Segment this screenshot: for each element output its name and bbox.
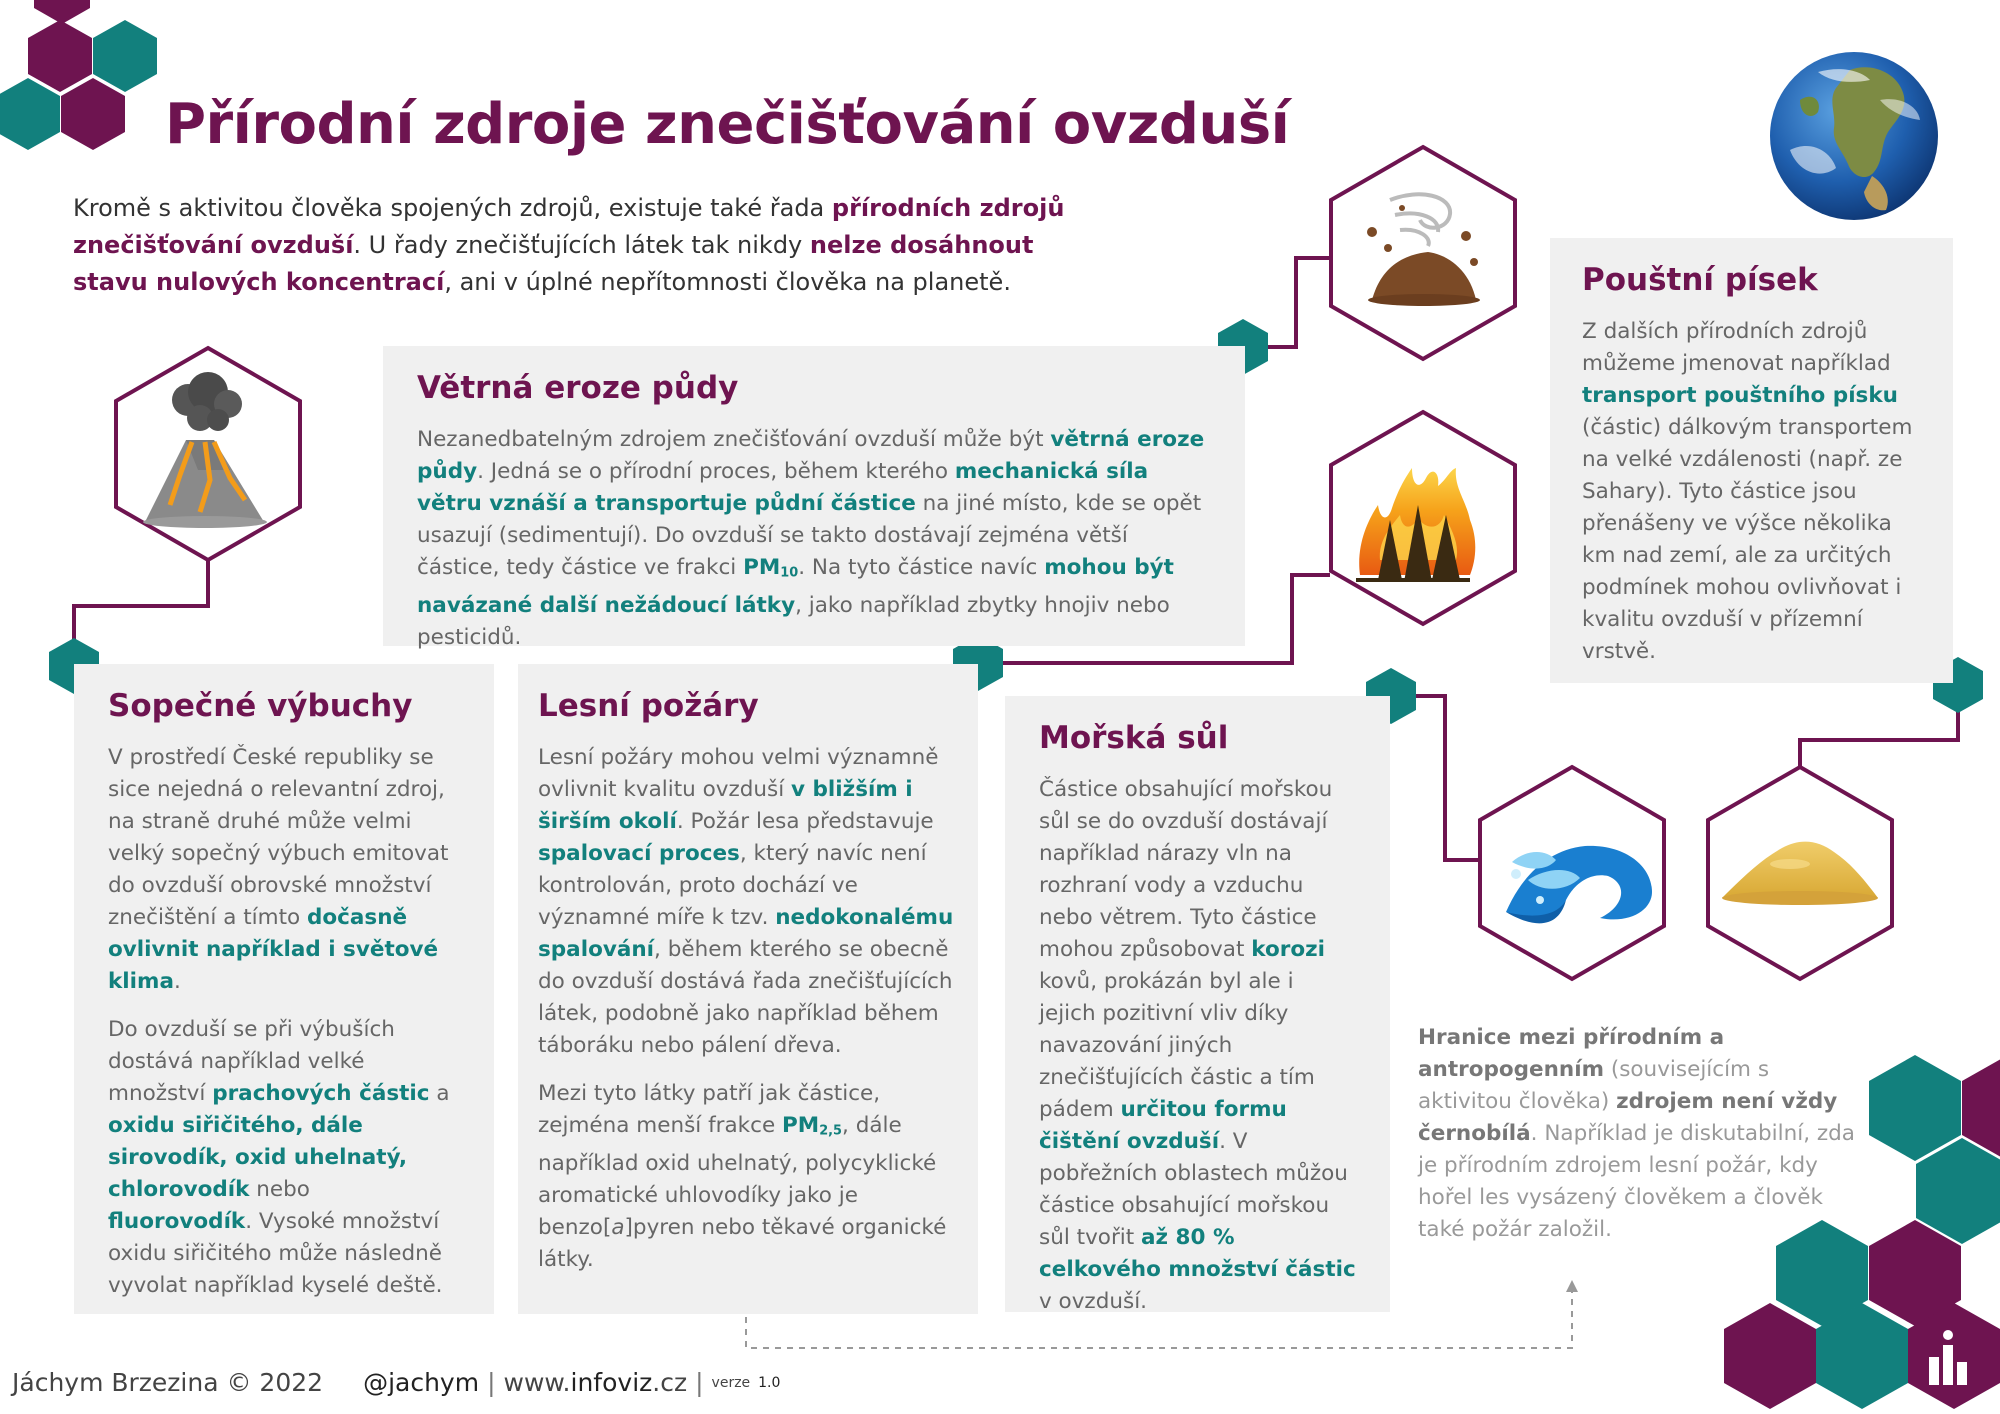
- intro-text-1: Kromě s aktivitou člověka spojených zdrojů, existuje také řada: [73, 194, 832, 222]
- erosion-heading: Větrná eroze půdy: [417, 370, 739, 406]
- website-link[interactable]: [504, 1368, 688, 1397]
- salt-text-2: kovů, prokázán byl ale i jejich pozitivní vliv díky navazování jiných znečišťujících částic a tím pádem: [1039, 969, 1315, 1122]
- page-title: Přírodní zdroje znečišťování ovzduší: [165, 92, 1290, 157]
- footer-author: Jáchym Brzezina © 2022: [12, 1368, 324, 1397]
- desert-text: [1582, 316, 1921, 668]
- erosion-highlight-1: větrná eroze půdy: [417, 427, 1205, 484]
- volcano-p2-highlight-2: oxidu siřičitého, dále sirovodík, oxid uhelnatý, chlorovodík: [108, 1113, 408, 1202]
- salt-heading: Mořská sůl: [1039, 720, 1229, 756]
- fire-pm25: [782, 1113, 842, 1138]
- footer: [12, 1368, 780, 1397]
- desert-text-2: (částic) dálkovým transportem na velké vzdálenosti (např. ze Sahary). Tyto částice jsou přenášeny ve výšce několika km nad zemí, ale za určitých podmínek mohou ovlivňovat i kvalitu ovzduší v přízemní vrstvě.: [1582, 415, 1913, 664]
- note-highlight-1: Hranice mezi přírodním a antropogenním: [1418, 1025, 1725, 1082]
- note-text-1: (souvisejícím s aktivitou člověka): [1418, 1057, 1770, 1114]
- intro-paragraph: [73, 190, 1113, 301]
- volcano-p2-text-2: a: [429, 1081, 450, 1106]
- fire-p2-text-2: , dále například oxid uhelnatý, polycyklické aromatické uhlovodíky jako je benzo[: [538, 1113, 937, 1240]
- salt-text-4: v ovzduší.: [1039, 1289, 1148, 1314]
- note-text-2: . Například je diskutabilní, zda je přírodním zdrojem lesní požár, kdy hořel les vysázený člověkem a člověk také požár založil.: [1418, 1121, 1855, 1242]
- fire-p1-text-3: , který navíc není kontrolován, proto dochází ve významné míře k tzv.: [538, 841, 927, 930]
- website-prefix: www.: [503, 1368, 571, 1397]
- fire-heading: Lesní požáry: [538, 688, 759, 724]
- intro-text-3: , ani v úplné nepřítomnosti člověka na planetě.: [444, 268, 1011, 296]
- erosion-text: [417, 424, 1211, 654]
- fire-p2-text-1: Mezi tyto látky patří jak částice, zejména menší frakce: [538, 1081, 881, 1138]
- desert-text-1: Z dalších přírodních zdrojů můžeme jmenovat například: [1582, 319, 1891, 376]
- salt-text-3: . V pobřežních oblastech můžou částice obsahující mořskou sůl tvořit: [1039, 1129, 1348, 1250]
- fire-pm-sub: 2,5: [819, 1123, 843, 1139]
- salt-card: [1005, 696, 1390, 1312]
- erosion-text-3: na jiné místo, kde se opět usazují (sedimentují). Do ovzduší se takto dostávají zejména větší částice, tedy částice ve frakci: [417, 491, 1202, 580]
- fire-p2-text-3: ]pyren nebo těkavé organické látky.: [538, 1214, 947, 1272]
- earth-globe-icon: [1770, 52, 1938, 220]
- volcano-p1-text-2: .: [173, 969, 181, 994]
- erosion-text-5: , jako například zbytky hnojiv nebo pesticidů.: [417, 592, 1170, 650]
- fire-p2-italic: a: [611, 1214, 625, 1240]
- erosion-card: [383, 346, 1245, 650]
- fire-card: [518, 664, 978, 1314]
- fire-p1-text-4: , během kterého se obecně do ovzduší dostává řada znečišťujících látek, podobně jako například během táboráku nebo pálení dřeva.: [538, 937, 953, 1058]
- footer-separator-2: |: [695, 1368, 704, 1397]
- volcano-p1-text-1: V prostředí České republiky se sice nejedná o relevantní zdroj, na straně druhé může velmi velký sopečný výbuch emitovat do ovzduší obrovské množství znečištění a tímto: [108, 745, 449, 930]
- arrow-head-icon: [1566, 1280, 1578, 1292]
- desert-card: [1550, 238, 1953, 683]
- salt-highlight-1: korozi: [1251, 937, 1325, 962]
- volcano-card: [74, 664, 494, 1314]
- fire-p1-highlight-1: v bližším i širším okolí: [538, 777, 913, 834]
- volcano-p1-highlight: dočasně ovlivnit například i světové klima: [108, 905, 439, 994]
- twitter-handle-link[interactable]: @jachym: [363, 1368, 480, 1397]
- salt-highlight-2: určitou formu čištění ovzduší: [1039, 1097, 1287, 1154]
- fire-pm-label: PM: [782, 1113, 820, 1138]
- salt-highlight-3: až 80 % celkového množství částic: [1039, 1225, 1356, 1282]
- fire-p1-highlight-2: spalovací proces: [538, 841, 740, 866]
- intro-highlight-2: nelze dosáhnout stavu nulových koncentrací: [73, 231, 1034, 296]
- honeycomb-top-left: [0, 0, 157, 150]
- volcano-p2-text-1: Do ovzduší se při výbuších dostává například velké množství: [108, 1017, 395, 1106]
- fire-p1-text-1: Lesní požáry mohou velmi významně ovlivnit kvalitu ovzduší: [538, 745, 939, 802]
- fire-text-2: [538, 1078, 958, 1276]
- volcano-p2-highlight-1: prachových částic: [212, 1081, 430, 1106]
- erosion-pm10: [743, 555, 798, 580]
- fire-text-1: [538, 742, 958, 1062]
- website-suffix: .cz: [652, 1368, 688, 1397]
- version-label: verze: [711, 1374, 751, 1391]
- boundary-note: [1418, 1022, 1858, 1246]
- erosion-pm-label: PM: [743, 555, 781, 580]
- volcano-p2-highlight-3: fluorovodík: [108, 1209, 246, 1234]
- intro-highlight-1: přírodních zdrojů znečišťování ovzduší: [73, 194, 1065, 259]
- erosion-text-2: . Jedná se o přírodní proces, během kterého: [477, 459, 955, 484]
- erosion-text-4: . Na tyto částice navíc: [798, 555, 1045, 580]
- erosion-highlight-2: mechanická síla větru vznáší a transportuje půdní částice: [417, 459, 1149, 516]
- website-name: infoviz: [570, 1368, 653, 1397]
- volcano-p2-text-3: nebo: [249, 1177, 310, 1202]
- volcano-heading: Sopečné výbuchy: [108, 688, 413, 724]
- erosion-highlight-3: mohou být navázané další nežádoucí látky: [417, 555, 1174, 618]
- intro-text-2: . U řady znečišťujících látek tak nikdy: [353, 231, 810, 259]
- fire-p1-text-2: . Požár lesa představuje: [676, 809, 934, 834]
- note-highlight-2: zdrojem není vždy černobílá: [1418, 1089, 1838, 1146]
- fire-p1-highlight-3: nedokonalému spalování: [538, 905, 954, 962]
- version-number: 1.0: [758, 1374, 781, 1391]
- desert-highlight-1: transport pouštního písku: [1582, 383, 1898, 408]
- footer-separator: |: [487, 1368, 496, 1397]
- salt-text: [1039, 774, 1356, 1318]
- erosion-text-1: Nezanedbatelným zdrojem znečišťování ovzduší může být: [417, 427, 1051, 452]
- erosion-pm-sub: 10: [780, 565, 799, 581]
- salt-text-1: Částice obsahující mořskou sůl se do ovzduší dostávají například nárazy vln na rozhraní vody a vzduchu nebo větrem. Tyto částice mohou způsobovat: [1039, 777, 1333, 962]
- volcano-text-2: [108, 1014, 460, 1302]
- volcano-text-1: [108, 742, 460, 998]
- volcano-p2-text-4: . Vysoké množství oxidu siřičitého může následně vyvolat například kyselé deště.: [108, 1209, 443, 1298]
- desert-heading: Pouštní písek: [1582, 262, 1818, 298]
